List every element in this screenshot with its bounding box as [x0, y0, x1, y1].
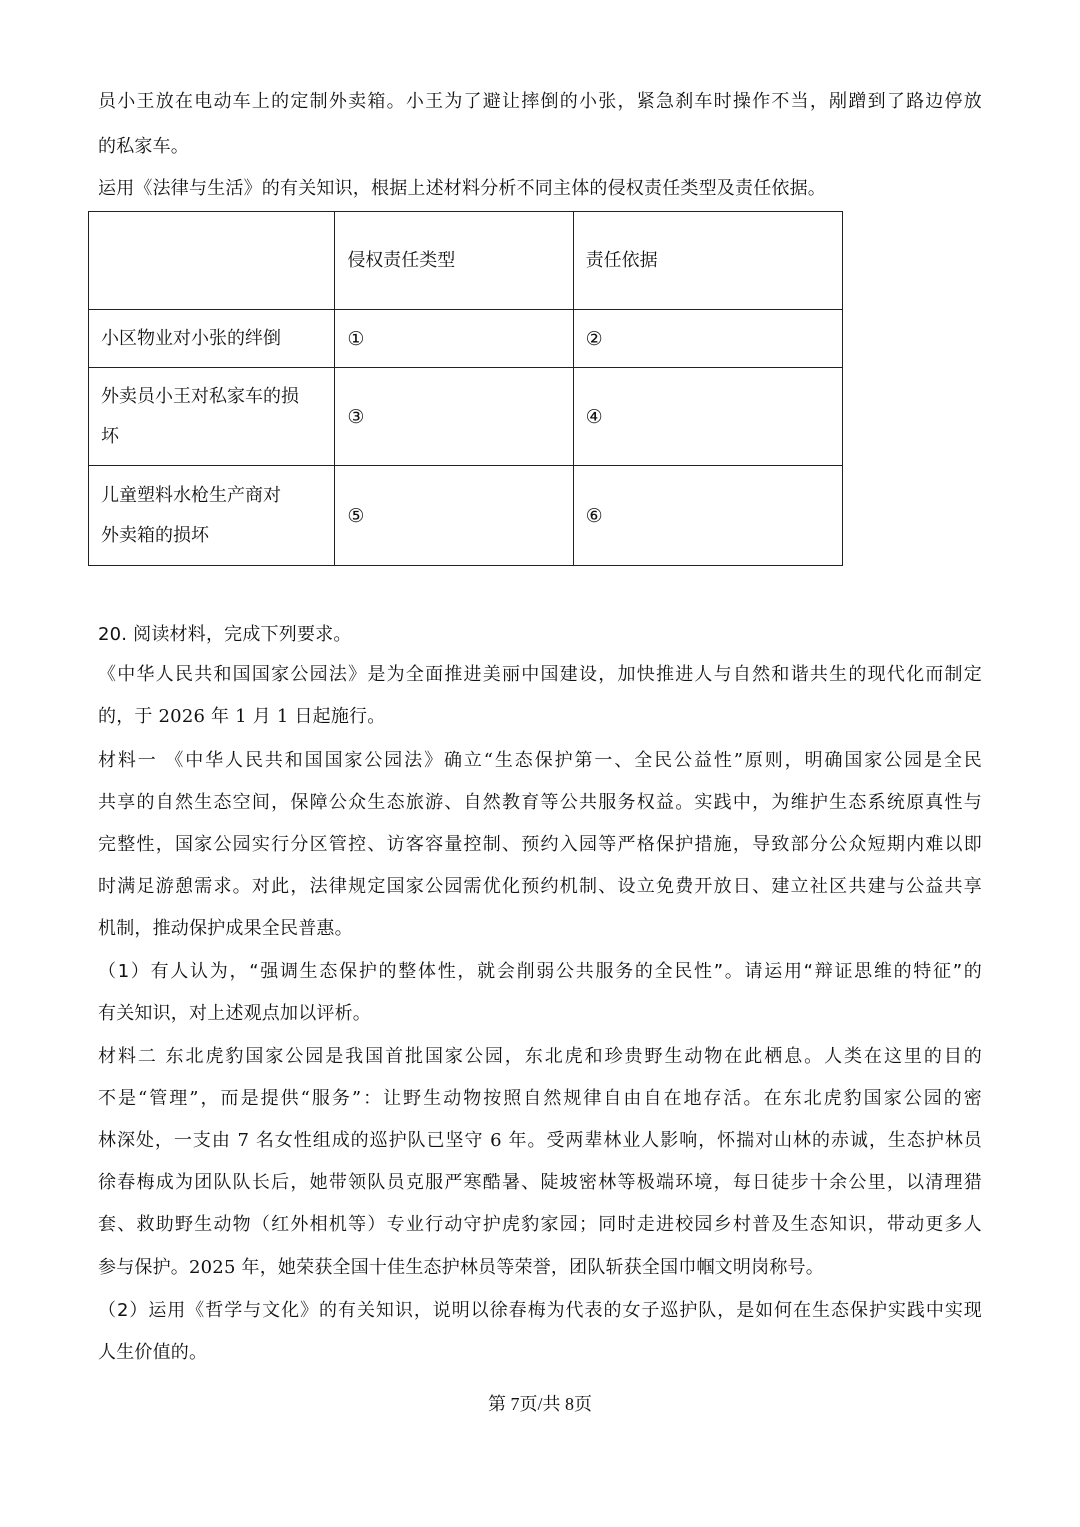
sub-question-1-line: （1）有人认为，“强调生态保护的整体性，就会削弱公共服务的全民性”。请运用“辩证思维的特征”的 — [98, 961, 982, 982]
material2-line: 参与保护。2025 年，她荣获全国十佳生态护林员等荣誉，团队斩获全国巾帼文明岗称号。 — [98, 1257, 824, 1278]
material2-line: 套、救助野生动物（红外相机等）专业行动守护虎豹家园；同时走进校园乡村普及生态知识，带动更多人 — [98, 1214, 982, 1235]
sub-question-2-line: 人生价值的。 — [98, 1342, 208, 1363]
sub-question-2-line: （2）运用《哲学与文化》的有关知识，说明以徐春梅为代表的女子巡护队，是如何在生态保护实践中实现 — [98, 1300, 982, 1321]
q20-intro-line: 《中华人民共和国国家公园法》是为全面推进美丽中国建设，加快推进人与自然和谐共生的现代化而制定 — [98, 664, 982, 685]
table-question: 运用《法律与生活》的有关知识，根据上述材料分析不同主体的侵权责任类型及责任依据。 — [98, 178, 826, 199]
material2-line: 材料二 东北虎豹国家公园是我国首批国家公园，东北虎和珍贵野生动物在此栖息。人类在这里的目的 — [98, 1046, 982, 1067]
page-footer: 第 7页/共 8页 — [487, 1394, 592, 1414]
header-liability-type: 侵权责任类型 — [335, 212, 573, 310]
row-basis-blank: ② — [573, 310, 842, 368]
material2-line: 徐春梅成为团队队长后，她带领队员克服严寒酷暑、陡坡密林等极端环境，每日徒步十余公里，以清理猎 — [98, 1172, 982, 1193]
q20-intro-line: 的，于 2026 年 1 月 1 日起施行。 — [98, 706, 386, 727]
subject-line: 坏 — [101, 425, 119, 447]
table-header-row — [89, 212, 843, 310]
row-basis-blank: ④ — [573, 368, 842, 466]
row-subject — [89, 466, 335, 566]
row-type-blank: ⑤ — [335, 466, 573, 566]
material1-line: 材料一 《中华人民共和国国家公园法》确立“生态保护第一、全民公益性”原则，明确国家公园是全民 — [98, 750, 982, 771]
question-20-title: 20. 阅读材料，完成下列要求。 — [98, 624, 352, 645]
material2-line: 林深处，一支由 7 名女性组成的巡护队已坚守 6 年。受两辈林业人影响，怀揣对山林的赤诚，生态护林员 — [98, 1130, 982, 1151]
material1-line: 完整性，国家公园实行分区管控、访客容量控制、预约入园等严格保护措施，导致部分公众短期内难以即 — [98, 834, 982, 855]
row-subject — [89, 368, 335, 466]
subject-line: 外卖员小王对私家车的损 — [101, 385, 299, 407]
subject-line: 小区物业对小张的绊倒 — [101, 327, 281, 349]
header-liability-basis: 责任依据 — [573, 212, 842, 310]
row-basis-blank: ⑥ — [573, 466, 842, 566]
table-row — [89, 368, 843, 466]
intro-line-2: 的私家车。 — [98, 136, 189, 157]
subject-line: 儿童塑料水枪生产商对 — [101, 484, 281, 506]
row-type-blank: ① — [335, 310, 573, 368]
sub-question-1-line: 有关知识，对上述观点加以评析。 — [98, 1003, 371, 1024]
liability-table — [88, 211, 843, 566]
material1-line: 机制，推动保护成果全民普惠。 — [98, 918, 353, 939]
material1-line: 共享的自然生态空间，保障公众生态旅游、自然教育等公共服务权益。实践中，为维护生态系统原真性与 — [98, 792, 982, 813]
table-row — [89, 310, 843, 368]
row-type-blank: ③ — [335, 368, 573, 466]
table-row — [89, 466, 843, 566]
subject-line: 外卖箱的损坏 — [101, 524, 209, 546]
row-subject — [89, 310, 335, 368]
header-subject — [89, 212, 335, 310]
intro-line-1: 员小王放在电动车上的定制外卖箱。小王为了避让摔倒的小张，紧急刹车时操作不当，剐蹭到了路边停放 — [98, 91, 982, 112]
material2-line: 不是“管理”，而是提供“服务”：让野生动物按照自然规律自由自在地存活。在东北虎豹国家公园的密 — [98, 1088, 982, 1109]
material1-line: 时满足游憩需求。对此，法律规定国家公园需优化预约机制、设立免费开放日、建立社区共建与公益共享 — [98, 876, 982, 897]
